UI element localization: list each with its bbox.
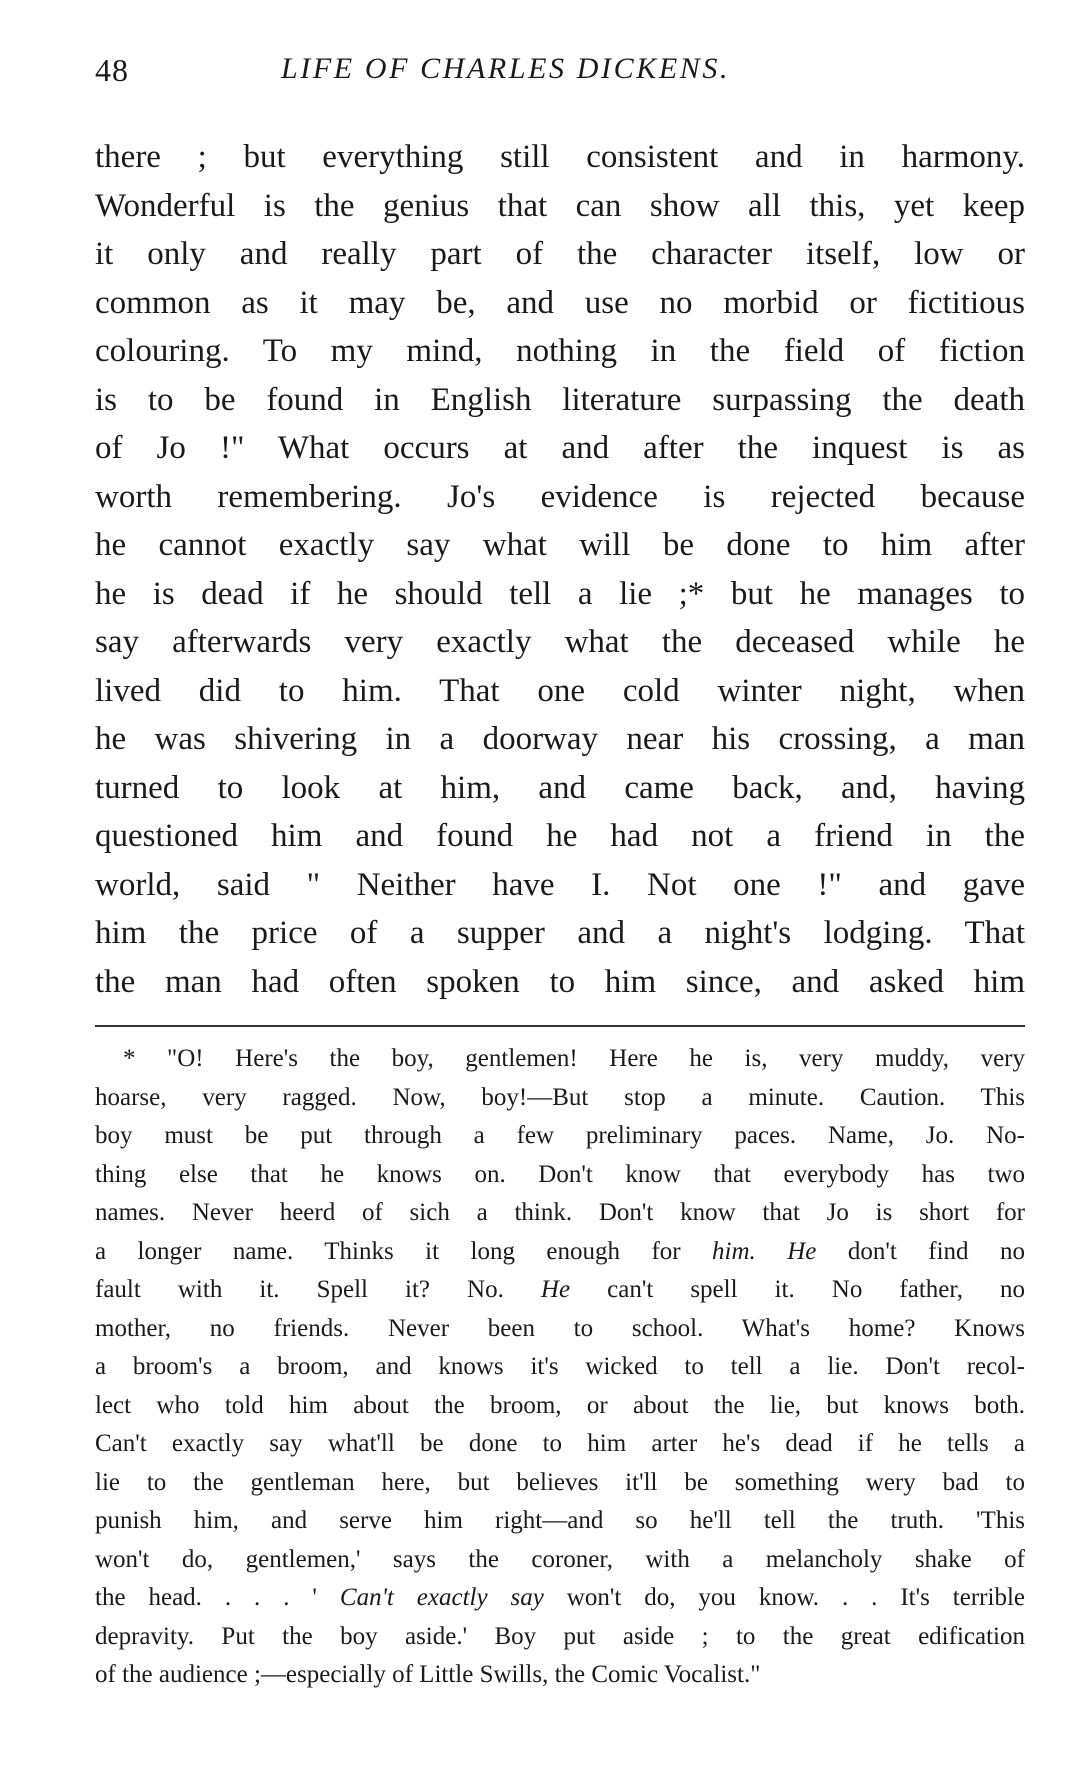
- footnote-line: boy must be put through a few preliminary paces. Name, Jo. No-: [95, 1122, 1025, 1149]
- footnote-italic: He: [787, 1237, 817, 1265]
- body-line: common as it may be, and use no morbid or fictitious: [95, 284, 1025, 321]
- footnote-text: don't find no: [816, 1237, 1025, 1265]
- footnote-line: names. Never heerd of sich a think. Don't know that Jo is short for: [95, 1199, 1025, 1226]
- running-title: LIFE OF CHARLES DICKENS.: [281, 52, 731, 85]
- body-line: it only and really part of the character itself, low or: [95, 236, 1025, 272]
- body-line: he is dead if he should tell a lie ;* but he manages to: [95, 575, 1025, 612]
- running-head: [95, 52, 1035, 98]
- footnote-line: hoarse, very ragged. Now, boy!—But stop a minute. Caution. This: [95, 1083, 1025, 1111]
- footnote-line: won't do, gentlemen,' says the coroner, with a melancholy shake of: [95, 1545, 1025, 1573]
- footnote-line: [95, 1233, 1025, 1272]
- footnote-line: a broom's a broom, and knows it's wicked to tell a lie. Don't recol-: [95, 1353, 1025, 1380]
- body-line: world, said " Neither have I. Not one !" and gave: [95, 866, 1025, 903]
- footnote-line: lie to the gentleman here, but believes it'll be something wery bad to: [95, 1468, 1025, 1496]
- body-line: worth remembering. Jo's evidence is rejected because: [95, 478, 1025, 515]
- body-line: colouring. To my mind, nothing in the field of fiction: [95, 333, 1025, 369]
- footnote-line: [95, 1579, 1025, 1618]
- body-line: Wonderful is the genius that can show all this, yet keep: [95, 187, 1025, 224]
- footnote-line: of the audience ;—especially of Little Swills, the Comic Vocalist.": [95, 1661, 761, 1688]
- body-line: turned to look at him, and came back, and, having: [95, 769, 1025, 806]
- footnote-rule: [95, 1025, 1025, 1027]
- body-line: of Jo !" What occurs at and after the inquest is as: [95, 430, 1025, 466]
- body-line: he was shivering in a doorway near his crossing, a man: [95, 721, 1025, 757]
- footnote-text: a longer name. Thinks it long enough for: [95, 1237, 713, 1265]
- footnote-line: depravity. Put the boy aside.' Boy put aside ; to the great edification: [95, 1622, 1025, 1650]
- body-line: him the price of a supper and a night's lodging. That: [95, 915, 1025, 951]
- body-line: lived did to him. That one cold winter night, when: [95, 672, 1025, 709]
- body-text: [95, 133, 1025, 1006]
- footnote-text: fault with it. Spell it? No.: [95, 1276, 541, 1303]
- footnote-line: * "O! Here's the boy, gentlemen! Here he is, very muddy, very: [123, 1045, 1025, 1072]
- footnote-italic: He: [540, 1276, 571, 1303]
- footnote-italic: Can't exactly say: [339, 1584, 544, 1611]
- footnote-text: can't spell it. No father, no: [570, 1276, 1025, 1303]
- footnote-text: the head. . . . ': [95, 1584, 340, 1611]
- body-line: there ; but everything still consistent and in harmony.: [95, 139, 1025, 175]
- footnote-text: won't do, you know. . . It's terrible: [543, 1584, 1025, 1611]
- body-line: is to be found in English literature surpassing the death: [95, 381, 1025, 418]
- body-line: the man had often spoken to him since, and asked him: [95, 963, 1025, 1000]
- footnote-line: [95, 1271, 1025, 1310]
- body-line: questioned him and found he had not a friend in the: [95, 818, 1025, 854]
- footnote-line: Can't exactly say what'll be done to him arter he's dead if he tells a: [95, 1430, 1025, 1457]
- footnote: [95, 1040, 1025, 1695]
- body-line: say afterwards very exactly what the deceased while he: [95, 624, 1025, 660]
- footnote-line: lect who told him about the broom, or about the lie, but knows both.: [95, 1391, 1025, 1419]
- footnote-line: punish him, and serve him right—and so he'll tell the truth. 'This: [95, 1507, 1025, 1534]
- footnote-line: mother, no friends. Never been to school. What's home? Knows: [95, 1314, 1025, 1342]
- body-line: he cannot exactly say what will be done to him after: [95, 527, 1025, 563]
- page-number: 48: [95, 52, 129, 88]
- footnote-line: thing else that he knows on. Don't know that everybody has two: [95, 1160, 1025, 1188]
- footnote-italic: him.: [712, 1237, 756, 1265]
